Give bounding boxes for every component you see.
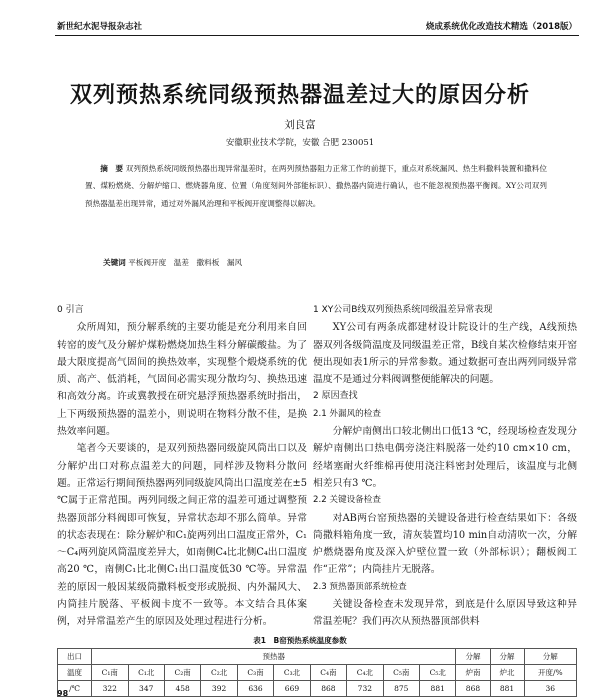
author-affiliation: 安徽职业技术学院，安徽 合肥 230051 [225,138,375,148]
table-cell: C₄北 [347,665,383,681]
table-cell: 36 [524,681,576,697]
section-heading-1: 1 XY公司B线双列预热系统同级温差异常表现 [313,305,493,315]
section-heading-2: 2 原因查找 [313,391,358,402]
header-book-title: 烧成系统优化改造技术精选（2018版） [425,22,577,32]
table-header-row-2 [58,665,577,681]
table-cell: C₂南 [164,665,200,681]
table-header-row-1 [58,649,577,665]
keywords-text: 平板阀开度 温差 撒料板 漏风 [128,258,243,267]
table-cell: 881 [490,681,524,697]
author-name: 刘良富 [284,119,316,131]
table-cell: 出口 [58,649,92,665]
table-cell: 458 [164,681,200,697]
running-header [57,20,577,34]
table-cell: C₁南 [92,665,128,681]
table-cell: 开度/% [524,665,576,681]
table-cell: C₃北 [274,665,310,681]
table-cell: 炉北 [490,665,524,681]
table-cell: 温度 [58,665,92,681]
left-column [57,302,307,631]
table-cell: 分解 [524,649,576,665]
table-cell: C₅北 [420,665,456,681]
table-cell: 分解 [456,649,490,665]
page-number: 98 [57,689,69,698]
keywords [103,256,543,270]
table-cell: C₃南 [237,665,273,681]
abstract-text: 双列预热系统同级预热器出现异常温差时，在两列预热器阻力正常工作的前提下，重点对系统漏风、热生料撒料装置和撒料位置、煤粉燃烧、分解炉缩口、燃烧器角度、位置（角度刻间外部能标识）、撒热器内筒进行确认，也不能忽视预热器平衡阀。XY公司双列预热器温差出现异常，通过对外漏风治理和平板阀开度调整得以解决。 [85,164,548,208]
section1-paragraph: XY公司有两条成都建材设计院设计的生产线，A线预热器双列各级筒温度及同级温差正常，B线自某次检修结束开窑便出现如表1所示的异常参数。通过数据可查出两列同级异常温度不是通过分料阀调整便能解决的问题。 [313,322,577,386]
table-cell: 868 [310,681,346,697]
subsection-heading-2-2: 2.2 关键设备检查 [313,495,381,506]
table-cell: 322 [92,681,128,697]
table-cell: C₅南 [383,665,419,681]
table-cell: C₄南 [310,665,346,681]
intro-paragraph-2: 笔者今天要谈的，是双列预热器同级旋风筒出口以及分解炉出口对称点温差大的问题，同样涉及物料分散问题。正常运行期间预热器两列同级旋风筒出口温度差在±5 ℃属于正常范围。两列同级之间正常的温差可通过调整预热器顶部分料阀即可恢复，异常状态却不那么简单。异常的状态表现在：除分解炉和C₁旋两列出口温度正常外，C₁～C₄两列旋风筒温度差异大，如南侧C₄比北侧C₄出口温度高20 ℃，南侧C₁比北侧C₁出口温度低30 ℃等。异常温差的原因一般因某级筒撒料板变形或脱损、内外漏风大、内筒挂片脱落、平板阀卡度不一致等。本文结合具体案例，对异常温差产生的原因及处理过程进行分析。 [57,443,307,628]
table-cell: 392 [201,681,237,697]
table-cell: 636 [237,681,273,697]
table-cell: 875 [383,681,419,697]
subsection-2-3-paragraph: 关键设备检查未发现异常，到底是什么原因导致这种异常温差呢？我们再次从预热器顶部供料 [313,599,577,628]
table-cell: 669 [274,681,310,697]
section-heading-introduction: 0 引言 [57,305,84,315]
table-cell: 732 [347,681,383,697]
table-cell: 炉南 [456,665,490,681]
subsection-heading-2-1: 2.1 外漏风的检查 [313,408,381,419]
abstract [85,160,547,212]
abstract-label: 摘 要 [100,164,124,173]
table-cell: /℃ [58,681,92,697]
table-cell: 347 [128,681,164,697]
subsection-heading-2-3: 2.3 预热器顶部系统检查 [313,581,407,592]
subsection-2-1-paragraph: 分解炉南侧出口较北侧出口低13 ℃，经现场检查发现分解炉南侧出口热电偶旁浇注料脱落一处约10 cm×10 cm，经堵塞耐火纤维棉再使用浇注料密封处理后，该温度与北侧相差只有3 ℃。 [313,426,577,489]
table-cell: C₂北 [201,665,237,681]
table-cell: 预热器 [92,649,456,665]
subsection-2-2-paragraph: 对AB两台窑预热器的关键设备进行检查结果如下：各级筒撒料箱角度一致，清灰装置均10 min自动清吹一次，分解炉燃烧器角度及深入炉壁位置一致（外部标识）；翻板阀工作“正常”；内筒挂片无脱落。 [313,512,577,576]
temperature-table [57,648,577,697]
paper-title: 双列预热系统同级预热器温差过大的原因分析 [69,82,530,108]
intro-paragraph-1: 众所周知，预分解系统的主要功能是充分利用来自回转窑的废气及分解炉煤粉燃烧加热生料分解碳酸盐。为了最大限度提高气固间的换热效率，实现整个煅烧系统的优质、高产、低消耗，气固间必需实现分散均匀、换热迅速和高效分离。许或冀教授在研究悬浮预热器系统时指出，上下两级预热器的温差小，则说明在物料分散不佳，是换热效率问题。 [57,322,307,438]
table-cell: 分解 [490,649,524,665]
right-column [313,302,577,631]
table-data-row [58,681,577,697]
table-cell: 868 [456,681,490,697]
table-cell: C₁北 [128,665,164,681]
table-cell: 881 [420,681,456,697]
table-caption: 表1 B窑预热系统温度参数 [253,636,347,645]
keywords-label: 关键词 [103,258,126,267]
header-divider [55,35,579,36]
header-publisher: 新世纪水泥导报杂志社 [57,22,143,32]
